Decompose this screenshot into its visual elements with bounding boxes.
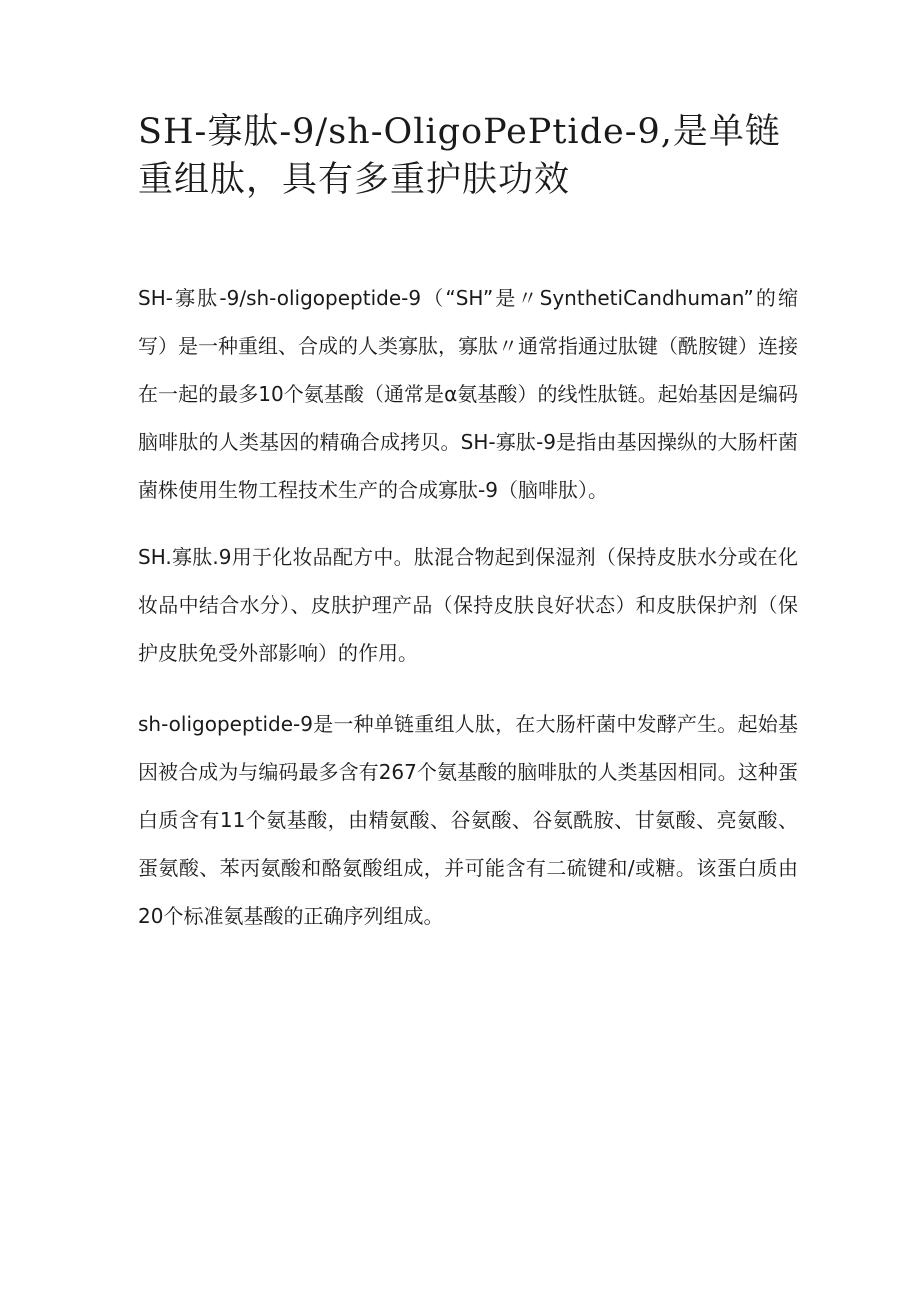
paragraph-cosmetic-use: SH.寡肽.9用于化妆品配方中。肽混合物起到保湿剂（保持皮肤水分或在化妆品中结合水分）、皮肤护理产品（保持皮肤良好状态）和皮肤保护剂（保护皮肤免受外部影响）的作用。 bbox=[138, 545, 798, 665]
paragraph-composition: sh-oligopeptide-9是一种单链重组人肽，在大肠杆菌中发酵产生。起始基因被合成为与编码最多含有267个氨基酸的脑啡肽的人类基因相同。这种蛋白质含有11个氨基酸，由精氨酸、谷氨酸、谷氨酰胺、甘氨酸、亮氨酸、蛋氨酸、苯丙氨酸和酪氨酸组成，并可能含有二硫键和/或糖。该蛋白质由20个标准氨基酸的正确序列组成。 bbox=[138, 712, 798, 928]
paragraph-intro: SH-寡肽-9∕sh-oligopeptide-9（“SH”是〃SynthetiCandhuman”的缩写）是一种重组、合成的人类寡肽，寡肽〃通常指通过肽键（酰胺键）连接在一起的最多10个氨基酸（通常是α氨基酸）的线性肽链。起始基因是编码脑啡肽的人类基因的精确合成拷贝。SH-寡肽-9是指由基因操纵的大肠杆菌菌株使用生物工程技术生产的合成寡肽-9（脑啡肽）。 bbox=[138, 286, 798, 502]
page-title: SH-寡肽-9/sh-OligoPePtide-9,是单链重组肽，具有多重护肤功效 bbox=[138, 112, 781, 200]
